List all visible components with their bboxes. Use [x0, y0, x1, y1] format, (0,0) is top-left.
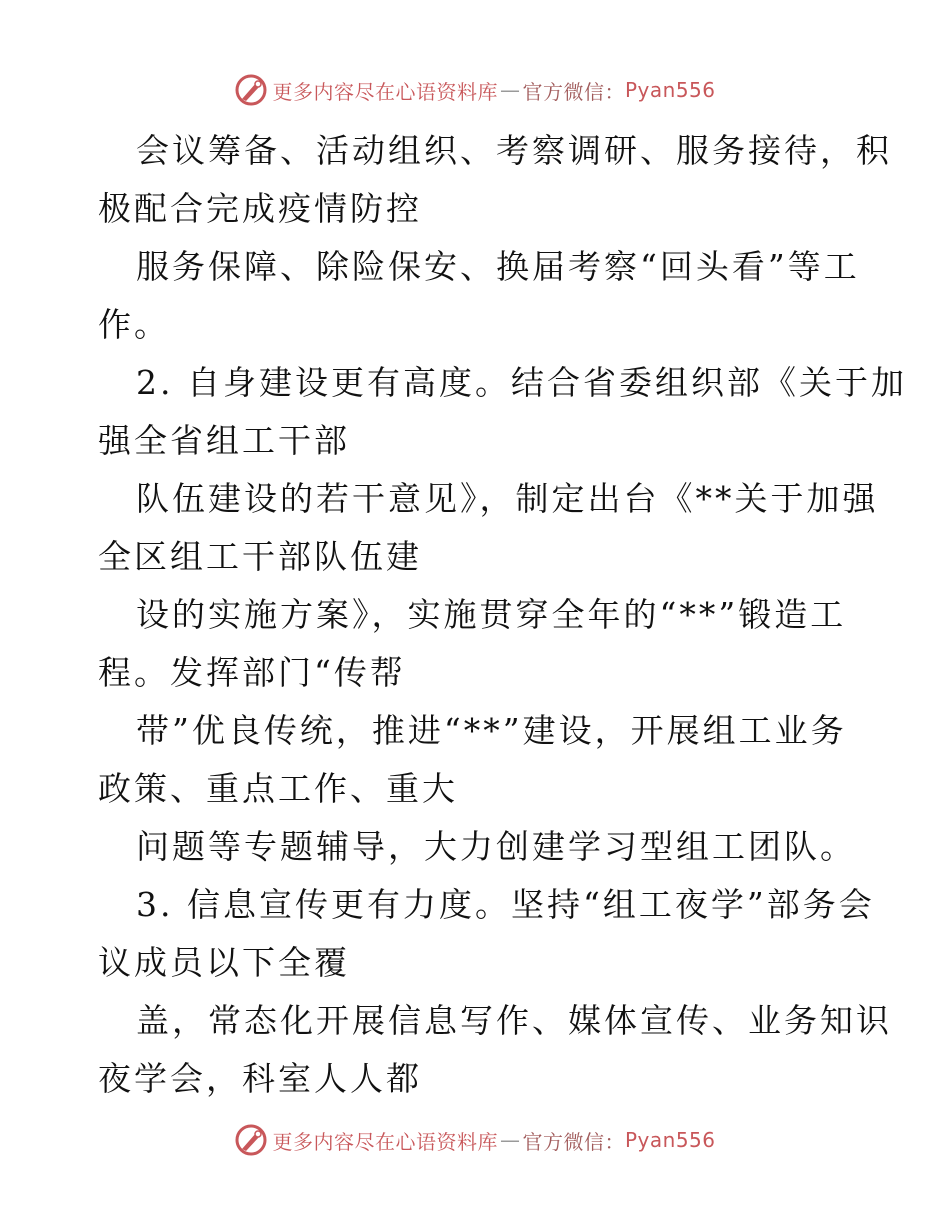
- text-line: 议成员以下全覆: [98, 943, 350, 982]
- watermark-main-text: 更多内容尽在心语资料库: [272, 1129, 498, 1154]
- text-line: 政策、重点工作、重大: [98, 769, 458, 808]
- text-line: 设的实施方案》，实施贯穿全年的“**”锻造工: [136, 595, 847, 634]
- document-body: [98, 122, 907, 1108]
- text-line: 3. 信息宣传更有力度。坚持“组工夜学”部务会: [136, 885, 875, 924]
- pen-logo-icon: [234, 73, 268, 107]
- text-line: 极配合完成疫情防控: [98, 189, 422, 228]
- text-line: 作。: [98, 305, 170, 344]
- header-watermark: [0, 70, 950, 110]
- pen-logo-icon: [234, 1123, 268, 1157]
- text-line: 程。发挥部门“传帮: [98, 653, 406, 692]
- text-line: 盖，常态化开展信息写作、媒体宣传、业务知识: [136, 1001, 892, 1040]
- watermark-separator: —: [499, 78, 521, 102]
- watermark-wechat-id: Pyan556: [624, 1128, 716, 1152]
- text-line: 强全省组工干部: [98, 421, 350, 460]
- text-line: 问题等专题辅导，大力创建学习型组工团队。: [136, 827, 856, 866]
- text-line: 服务保障、除险保安、换届考察“回头看”等工: [136, 247, 860, 286]
- text-line: 会议筹备、活动组织、考察调研、服务接待，积: [136, 131, 892, 170]
- text-line: 带”优良传统，推进“**”建设，开展组工业务: [136, 711, 847, 750]
- text-line: 全区组工干部队伍建: [98, 537, 422, 576]
- watermark-wechat-id: Pyan556: [624, 78, 716, 102]
- text-line: 队伍建设的若干意见》，制定出台《**关于加强: [136, 479, 879, 518]
- watermark-main-text: 更多内容尽在心语资料库: [272, 79, 498, 104]
- watermark-separator: —: [499, 1128, 521, 1152]
- text-line: 2. 自身建设更有高度。结合省委组织部《关于加: [136, 363, 907, 402]
- footer-watermark: [0, 1120, 950, 1160]
- watermark-wechat-label: 官方微信：: [522, 79, 625, 104]
- text-line: 夜学会，科室人人都: [98, 1059, 422, 1098]
- watermark-wechat-label: 官方微信：: [522, 1129, 625, 1154]
